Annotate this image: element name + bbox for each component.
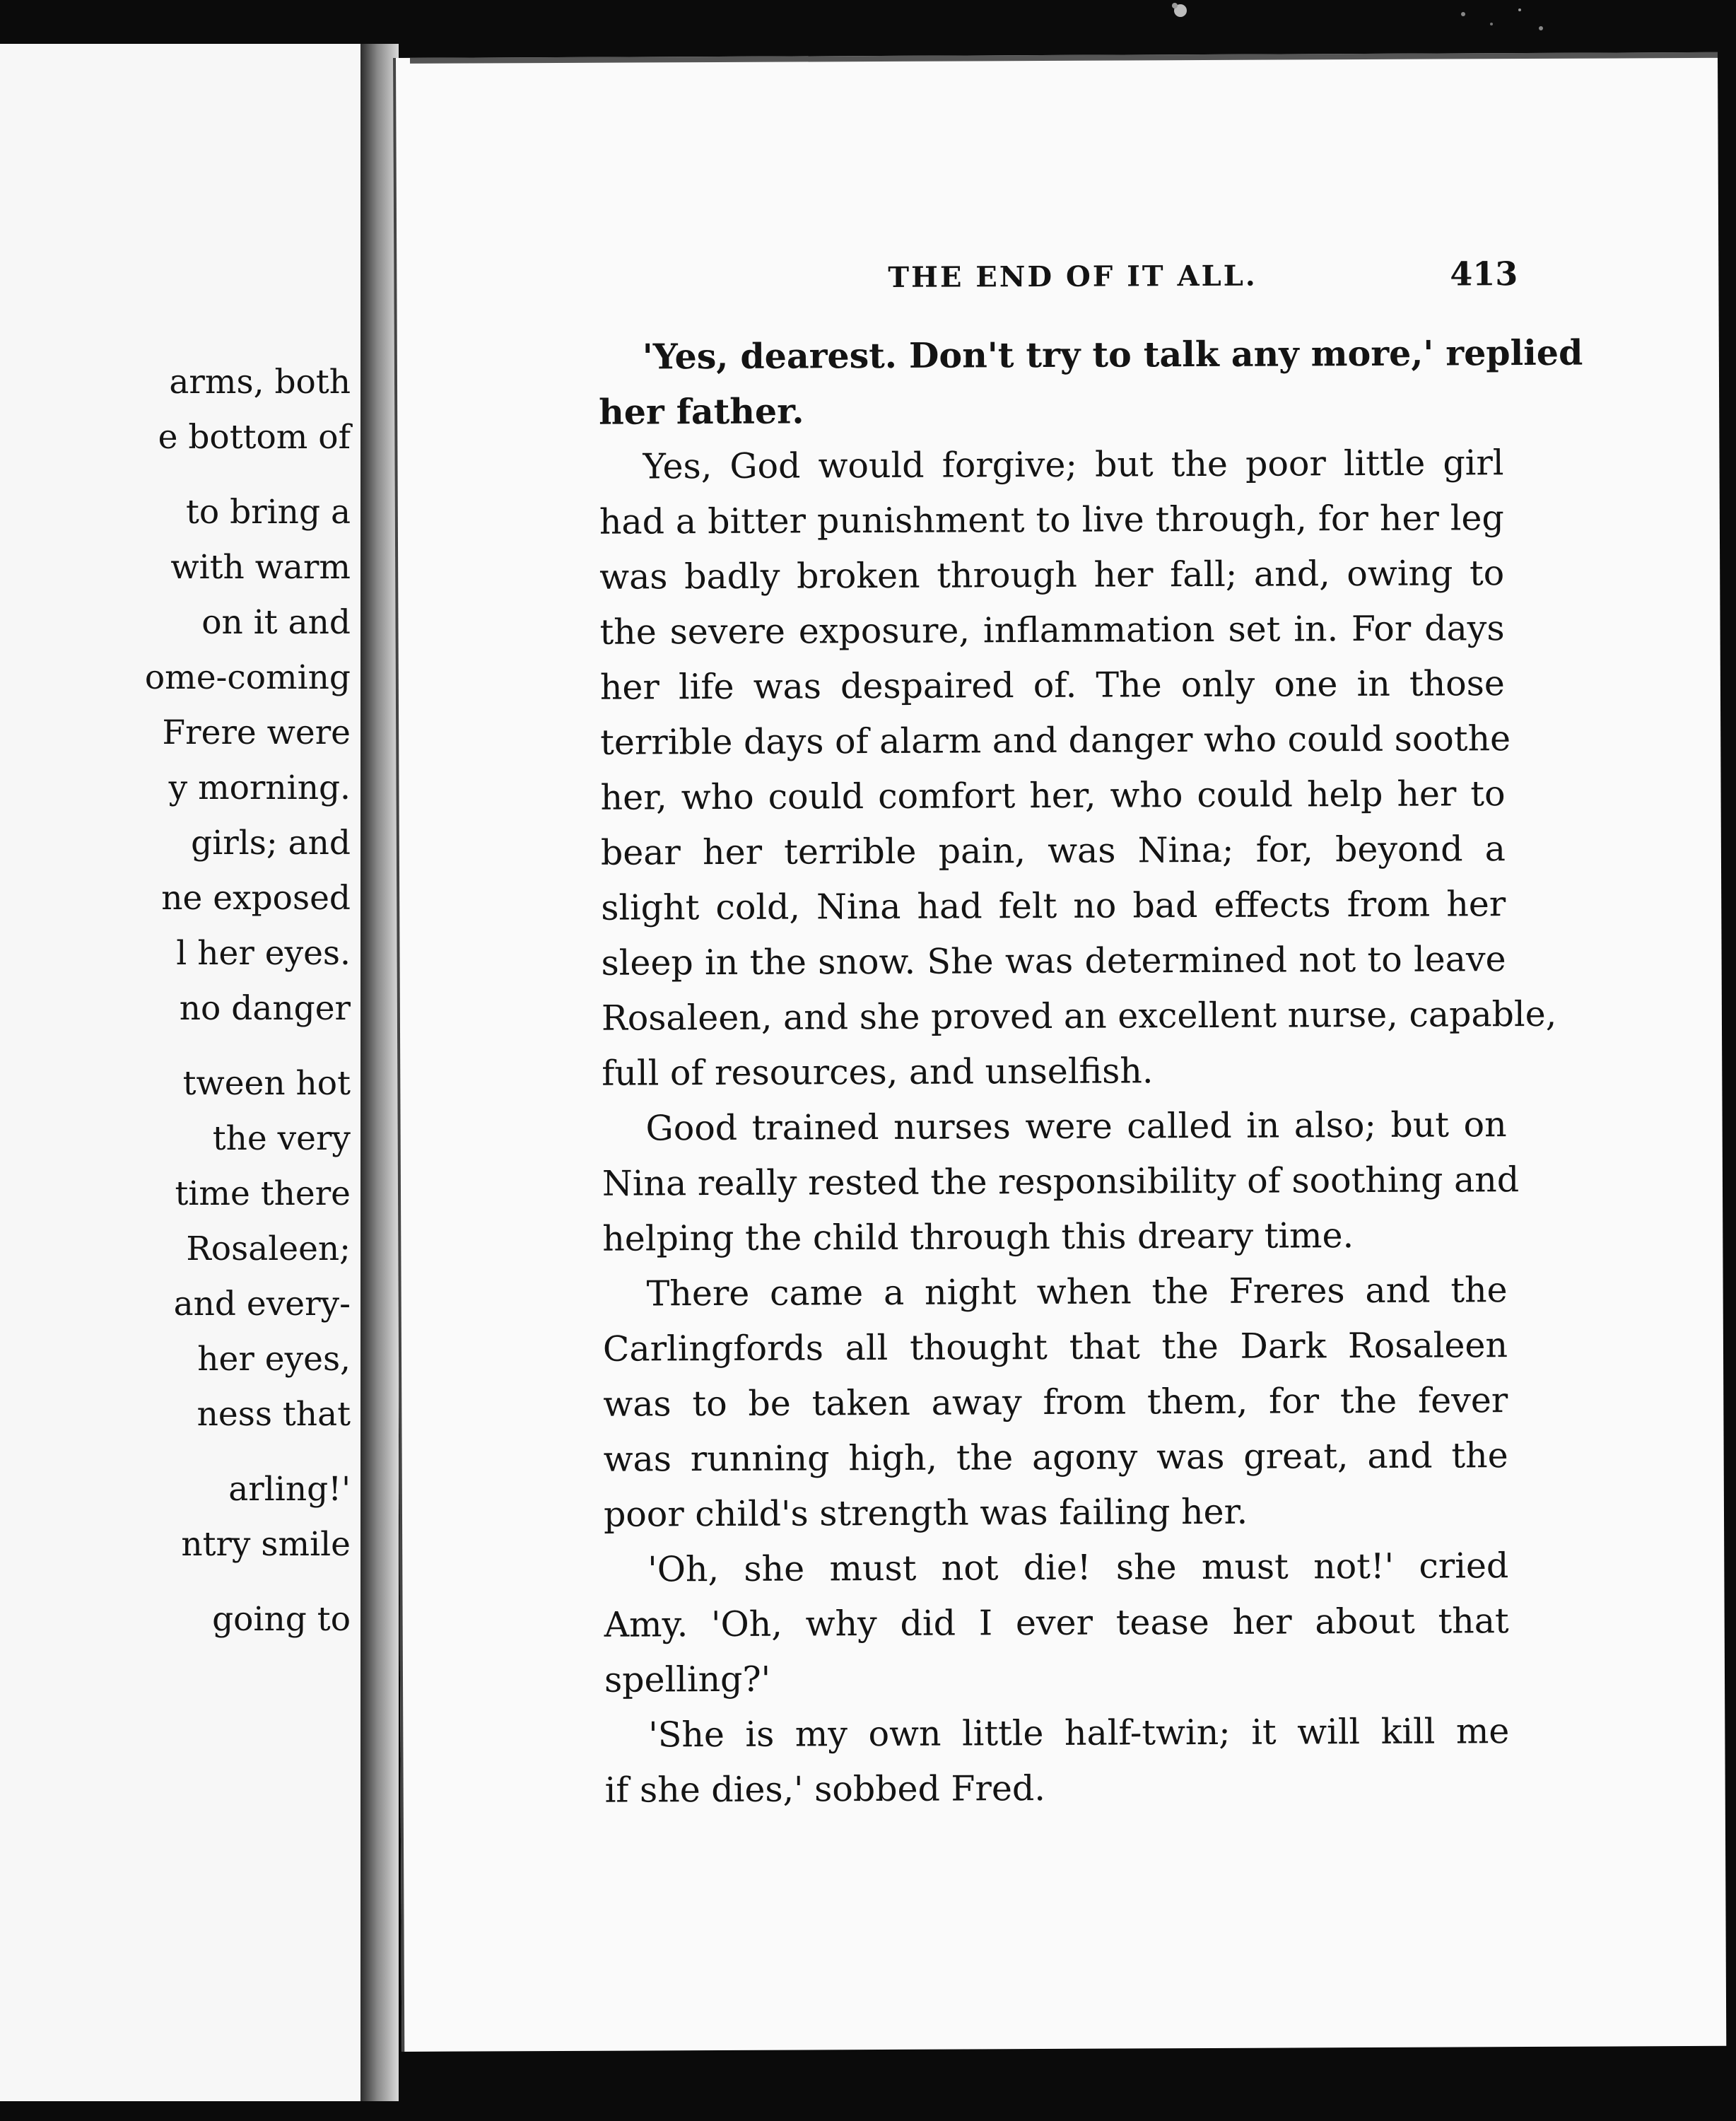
text-line: Amy. 'Oh, why did I ever tease her about that — [604, 1601, 1509, 1645]
left-page-text — [0, 355, 351, 1647]
left-line: ntry smile — [181, 1525, 351, 1564]
left-line: on it and — [201, 603, 351, 642]
left-page — [0, 44, 365, 2101]
left-line: and every- — [173, 1285, 351, 1324]
text-line: bear her terrible pain, was Nina; for, beyond a — [600, 829, 1506, 873]
left-line: Rosaleen; — [186, 1229, 351, 1268]
text-line: her life was despaired of. The only one in those — [599, 663, 1505, 708]
left-line: arling!' — [228, 1470, 351, 1509]
left-line: ome-coming — [144, 658, 351, 697]
text-line: terrible days of alarm and danger who could soothe — [600, 718, 1511, 763]
right-page — [393, 52, 1726, 2052]
left-line: l her eyes. — [176, 934, 351, 973]
book-gutter — [360, 44, 399, 2101]
left-line: the very — [212, 1119, 351, 1158]
body-text — [599, 325, 1583, 1818]
left-line: ness that — [197, 1395, 351, 1434]
left-line: time there — [175, 1174, 351, 1213]
left-line: with warm — [170, 548, 351, 587]
left-line: going to — [212, 1600, 351, 1639]
left-line: tween hot — [182, 1064, 351, 1103]
left-line: ne exposed — [161, 879, 351, 918]
left-line: y morning. — [168, 769, 351, 807]
text-line: Rosaleen, and she proved an excellent nurse, capable, — [601, 993, 1557, 1039]
scan-specks — [1159, 0, 1555, 49]
left-line: to bring a — [185, 493, 351, 532]
text-line: 'Oh, she must not die! she must not!' cried — [647, 1546, 1509, 1590]
left-line: her eyes, — [197, 1340, 351, 1379]
running-head: THE END OF IT ALL. — [888, 259, 1257, 294]
text-line: full of resources, and unselfish. — [602, 1051, 1154, 1094]
text-line: 'She is my own little half-twin; it will kill me — [648, 1711, 1510, 1755]
text-line: the severe exposure, inflammation set in. For days — [599, 608, 1505, 653]
left-line: e bottom of — [158, 418, 351, 457]
text-line: poor child's strength was failing her. — [603, 1491, 1248, 1535]
text-line: helping the child through this dreary time. — [602, 1215, 1354, 1259]
text-line: her, who could comfort her, who could help her to — [600, 773, 1506, 818]
page-number: 413 — [1450, 255, 1518, 293]
left-line: arms, both — [169, 363, 351, 402]
text-line: her father. — [599, 390, 804, 433]
text-line: if she dies,' sobbed Fred. — [604, 1768, 1045, 1811]
text-line: 'Yes, dearest. Don't try to talk any more,' replied — [642, 332, 1583, 378]
left-line: Frere were — [162, 713, 351, 752]
text-line: Carlingfords all thought that the Dark Rosaleen — [602, 1325, 1508, 1369]
text-line: Good trained nurses were called in also; but on — [645, 1104, 1507, 1149]
text-line: was to be taken away from them, for the fever — [603, 1380, 1508, 1425]
text-line: Nina really rested the responsibility of soothing and — [602, 1159, 1520, 1204]
left-line: girls; and — [191, 824, 351, 863]
text-line: Yes, God would forgive; but the poor little girl — [643, 443, 1504, 487]
text-line: There came a night when the Freres and the — [646, 1270, 1508, 1314]
text-line: sleep in the snow. She was determined not to leave — [601, 939, 1506, 983]
text-line: slight cold, Nina had felt no bad effects from her — [601, 884, 1506, 928]
left-line: no danger — [179, 989, 351, 1028]
text-line: had a bitter punishment to live through, for her leg — [599, 498, 1504, 542]
text-line: was running high, the agony was great, and the — [603, 1435, 1508, 1480]
text-line: was badly broken through her fall; and, owing to — [599, 553, 1505, 597]
text-line: spelling?' — [604, 1659, 771, 1700]
